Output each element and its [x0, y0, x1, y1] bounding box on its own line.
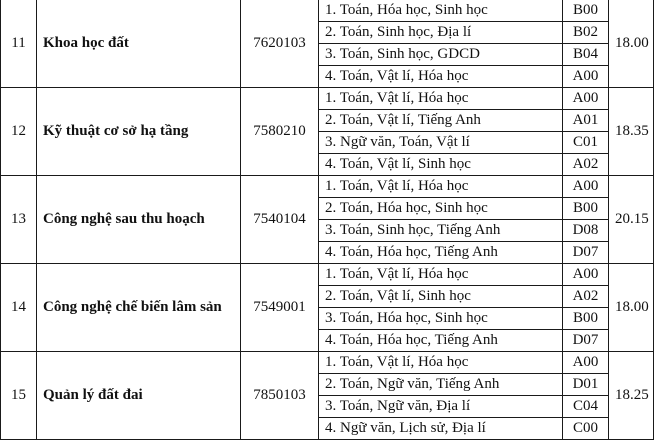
block-code: D07	[563, 242, 609, 264]
subject-combination: 1. Toán, Vật lí, Hóa học	[319, 264, 563, 286]
subject-combination: 2. Toán, Ngữ văn, Tiếng Anh	[319, 374, 563, 396]
row-number: 15	[1, 352, 37, 440]
block-code: A00	[563, 352, 609, 374]
block-code: A00	[563, 176, 609, 198]
major-name: Quản lý đất đai	[37, 352, 241, 440]
block-code: A01	[563, 110, 609, 132]
table-row	[1, 176, 654, 198]
block-code: D08	[563, 220, 609, 242]
block-code: B00	[563, 198, 609, 220]
block-code: B02	[563, 22, 609, 44]
subject-combination: 1. Toán, Hóa học, Sinh học	[319, 0, 563, 22]
table-body	[1, 0, 654, 440]
major-name: Kỹ thuật cơ sở hạ tầng	[37, 88, 241, 176]
block-code: B00	[563, 0, 609, 22]
major-code: 7850103	[241, 352, 319, 440]
row-number: 12	[1, 88, 37, 176]
admission-score: 18.00	[609, 0, 654, 88]
block-code: B04	[563, 44, 609, 66]
admission-score: 18.25	[609, 352, 654, 440]
subject-combination: 4. Ngữ văn, Lịch sử, Địa lí	[319, 418, 563, 440]
block-code: A02	[563, 154, 609, 176]
table-row	[1, 0, 654, 22]
major-code: 7620103	[241, 0, 319, 88]
admission-score: 18.35	[609, 88, 654, 176]
table-row	[1, 88, 654, 110]
subject-combination: 4. Toán, Hóa học, Tiếng Anh	[319, 242, 563, 264]
major-code: 7540104	[241, 176, 319, 264]
table-row	[1, 352, 654, 374]
admission-score: 18.00	[609, 264, 654, 352]
major-code: 7549001	[241, 264, 319, 352]
table-row	[1, 264, 654, 286]
block-code: D01	[563, 374, 609, 396]
subject-combination: 3. Ngữ văn, Toán, Vật lí	[319, 132, 563, 154]
subject-combination: 1. Toán, Vật lí, Hóa học	[319, 176, 563, 198]
major-name: Công nghệ sau thu hoạch	[37, 176, 241, 264]
block-code: A00	[563, 264, 609, 286]
subject-combination: 4. Toán, Vật lí, Sinh học	[319, 154, 563, 176]
admission-score: 20.15	[609, 176, 654, 264]
subject-combination: 2. Toán, Hóa học, Sinh học	[319, 198, 563, 220]
major-name: Khoa học đất	[37, 0, 241, 88]
block-code: D07	[563, 330, 609, 352]
subject-combination: 3. Toán, Sinh học, Tiếng Anh	[319, 220, 563, 242]
subject-combination: 2. Toán, Vật lí, Tiếng Anh	[319, 110, 563, 132]
subject-combination: 3. Toán, Ngữ văn, Địa lí	[319, 396, 563, 418]
subject-combination: 1. Toán, Vật lí, Hóa học	[319, 88, 563, 110]
block-code: B00	[563, 308, 609, 330]
major-name: Công nghệ chế biến lâm sản	[37, 264, 241, 352]
block-code: C04	[563, 396, 609, 418]
major-code: 7580210	[241, 88, 319, 176]
subject-combination: 3. Toán, Hóa học, Sinh học	[319, 308, 563, 330]
subject-combination: 2. Toán, Vật lí, Sinh học	[319, 286, 563, 308]
subject-combination: 4. Toán, Vật lí, Hóa học	[319, 66, 563, 88]
subject-combination: 1. Toán, Vật lí, Hóa học	[319, 352, 563, 374]
subject-combination: 3. Toán, Sinh học, GDCD	[319, 44, 563, 66]
block-code: A02	[563, 286, 609, 308]
row-number: 13	[1, 176, 37, 264]
row-number: 14	[1, 264, 37, 352]
row-number: 11	[1, 0, 37, 88]
block-code: C01	[563, 132, 609, 154]
block-code: C00	[563, 418, 609, 440]
block-code: A00	[563, 88, 609, 110]
subject-combination: 4. Toán, Hóa học, Tiếng Anh	[319, 330, 563, 352]
block-code: A00	[563, 66, 609, 88]
subject-combination: 2. Toán, Sinh học, Địa lí	[319, 22, 563, 44]
